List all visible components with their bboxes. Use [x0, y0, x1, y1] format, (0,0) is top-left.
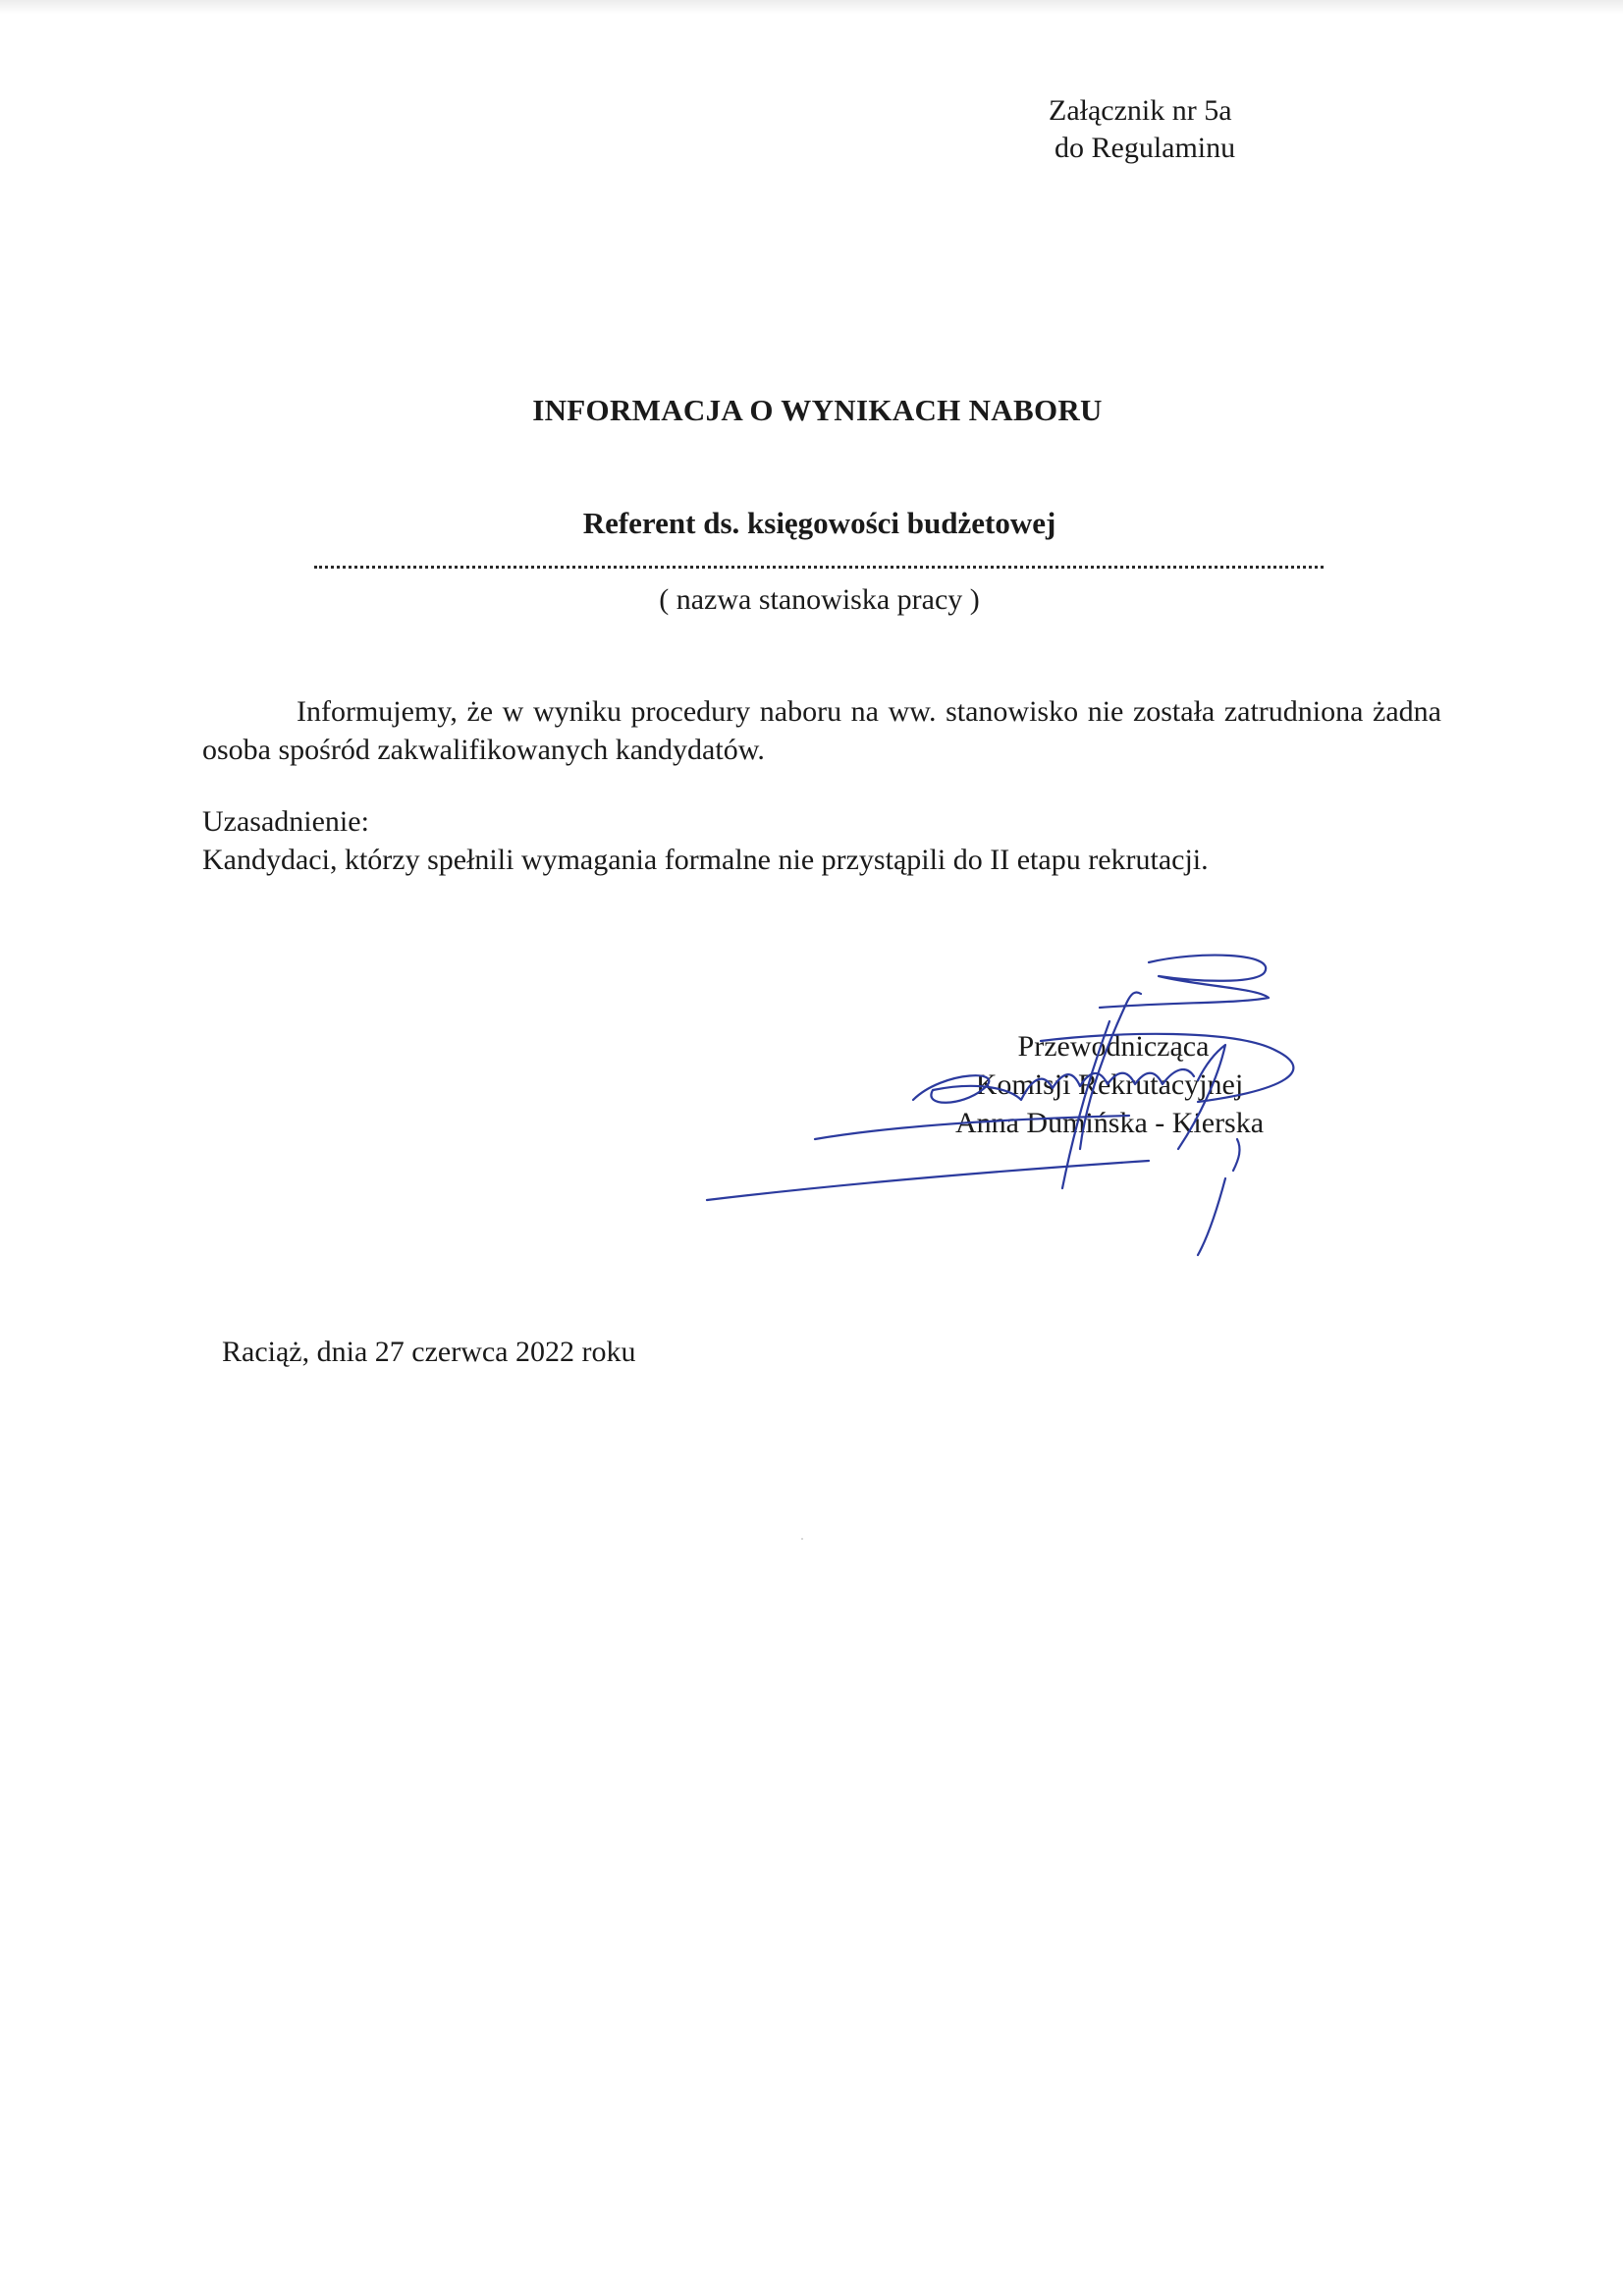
scan-top-edge	[0, 0, 1623, 14]
place-and-date: Raciąż, dnia 27 czerwca 2022 roku	[222, 1336, 636, 1368]
justification-text: Kandydaci, którzy spełnili wymagania formalne nie przystąpili do II etapu rekrutacji.	[202, 844, 1209, 876]
job-position-name: Referent ds. księgowości budżetowej	[582, 506, 1056, 540]
annex-regulation: do Regulaminu	[1055, 132, 1236, 164]
annex-reference	[1049, 92, 1235, 167]
signature-role-committee: Komisji Rekrutacyjnej	[975, 1068, 1244, 1101]
job-position-caption: ( nazwa stanowiska pracy )	[659, 583, 980, 616]
document-title: INFORMACJA O WYNIKACH NABORU	[532, 393, 1103, 427]
annex-number: Załącznik nr 5a	[1049, 94, 1232, 127]
justification-label: Uzasadnienie:	[202, 805, 369, 838]
scan-artifact-dot	[801, 1538, 803, 1540]
result-paragraph: Informujemy, że w wyniku procedury naboru na ww. stanowisko nie została zatrudniona żadna osoba spośród zakwalifikowanych kandydatów.	[202, 695, 1441, 766]
dotted-fill-line	[314, 566, 1324, 569]
handwritten-signature	[687, 943, 1335, 1267]
signature-role-chair: Przewodnicząca	[1017, 1030, 1210, 1063]
signature-signer-name: Anna Dumińska - Kierska	[954, 1107, 1265, 1139]
